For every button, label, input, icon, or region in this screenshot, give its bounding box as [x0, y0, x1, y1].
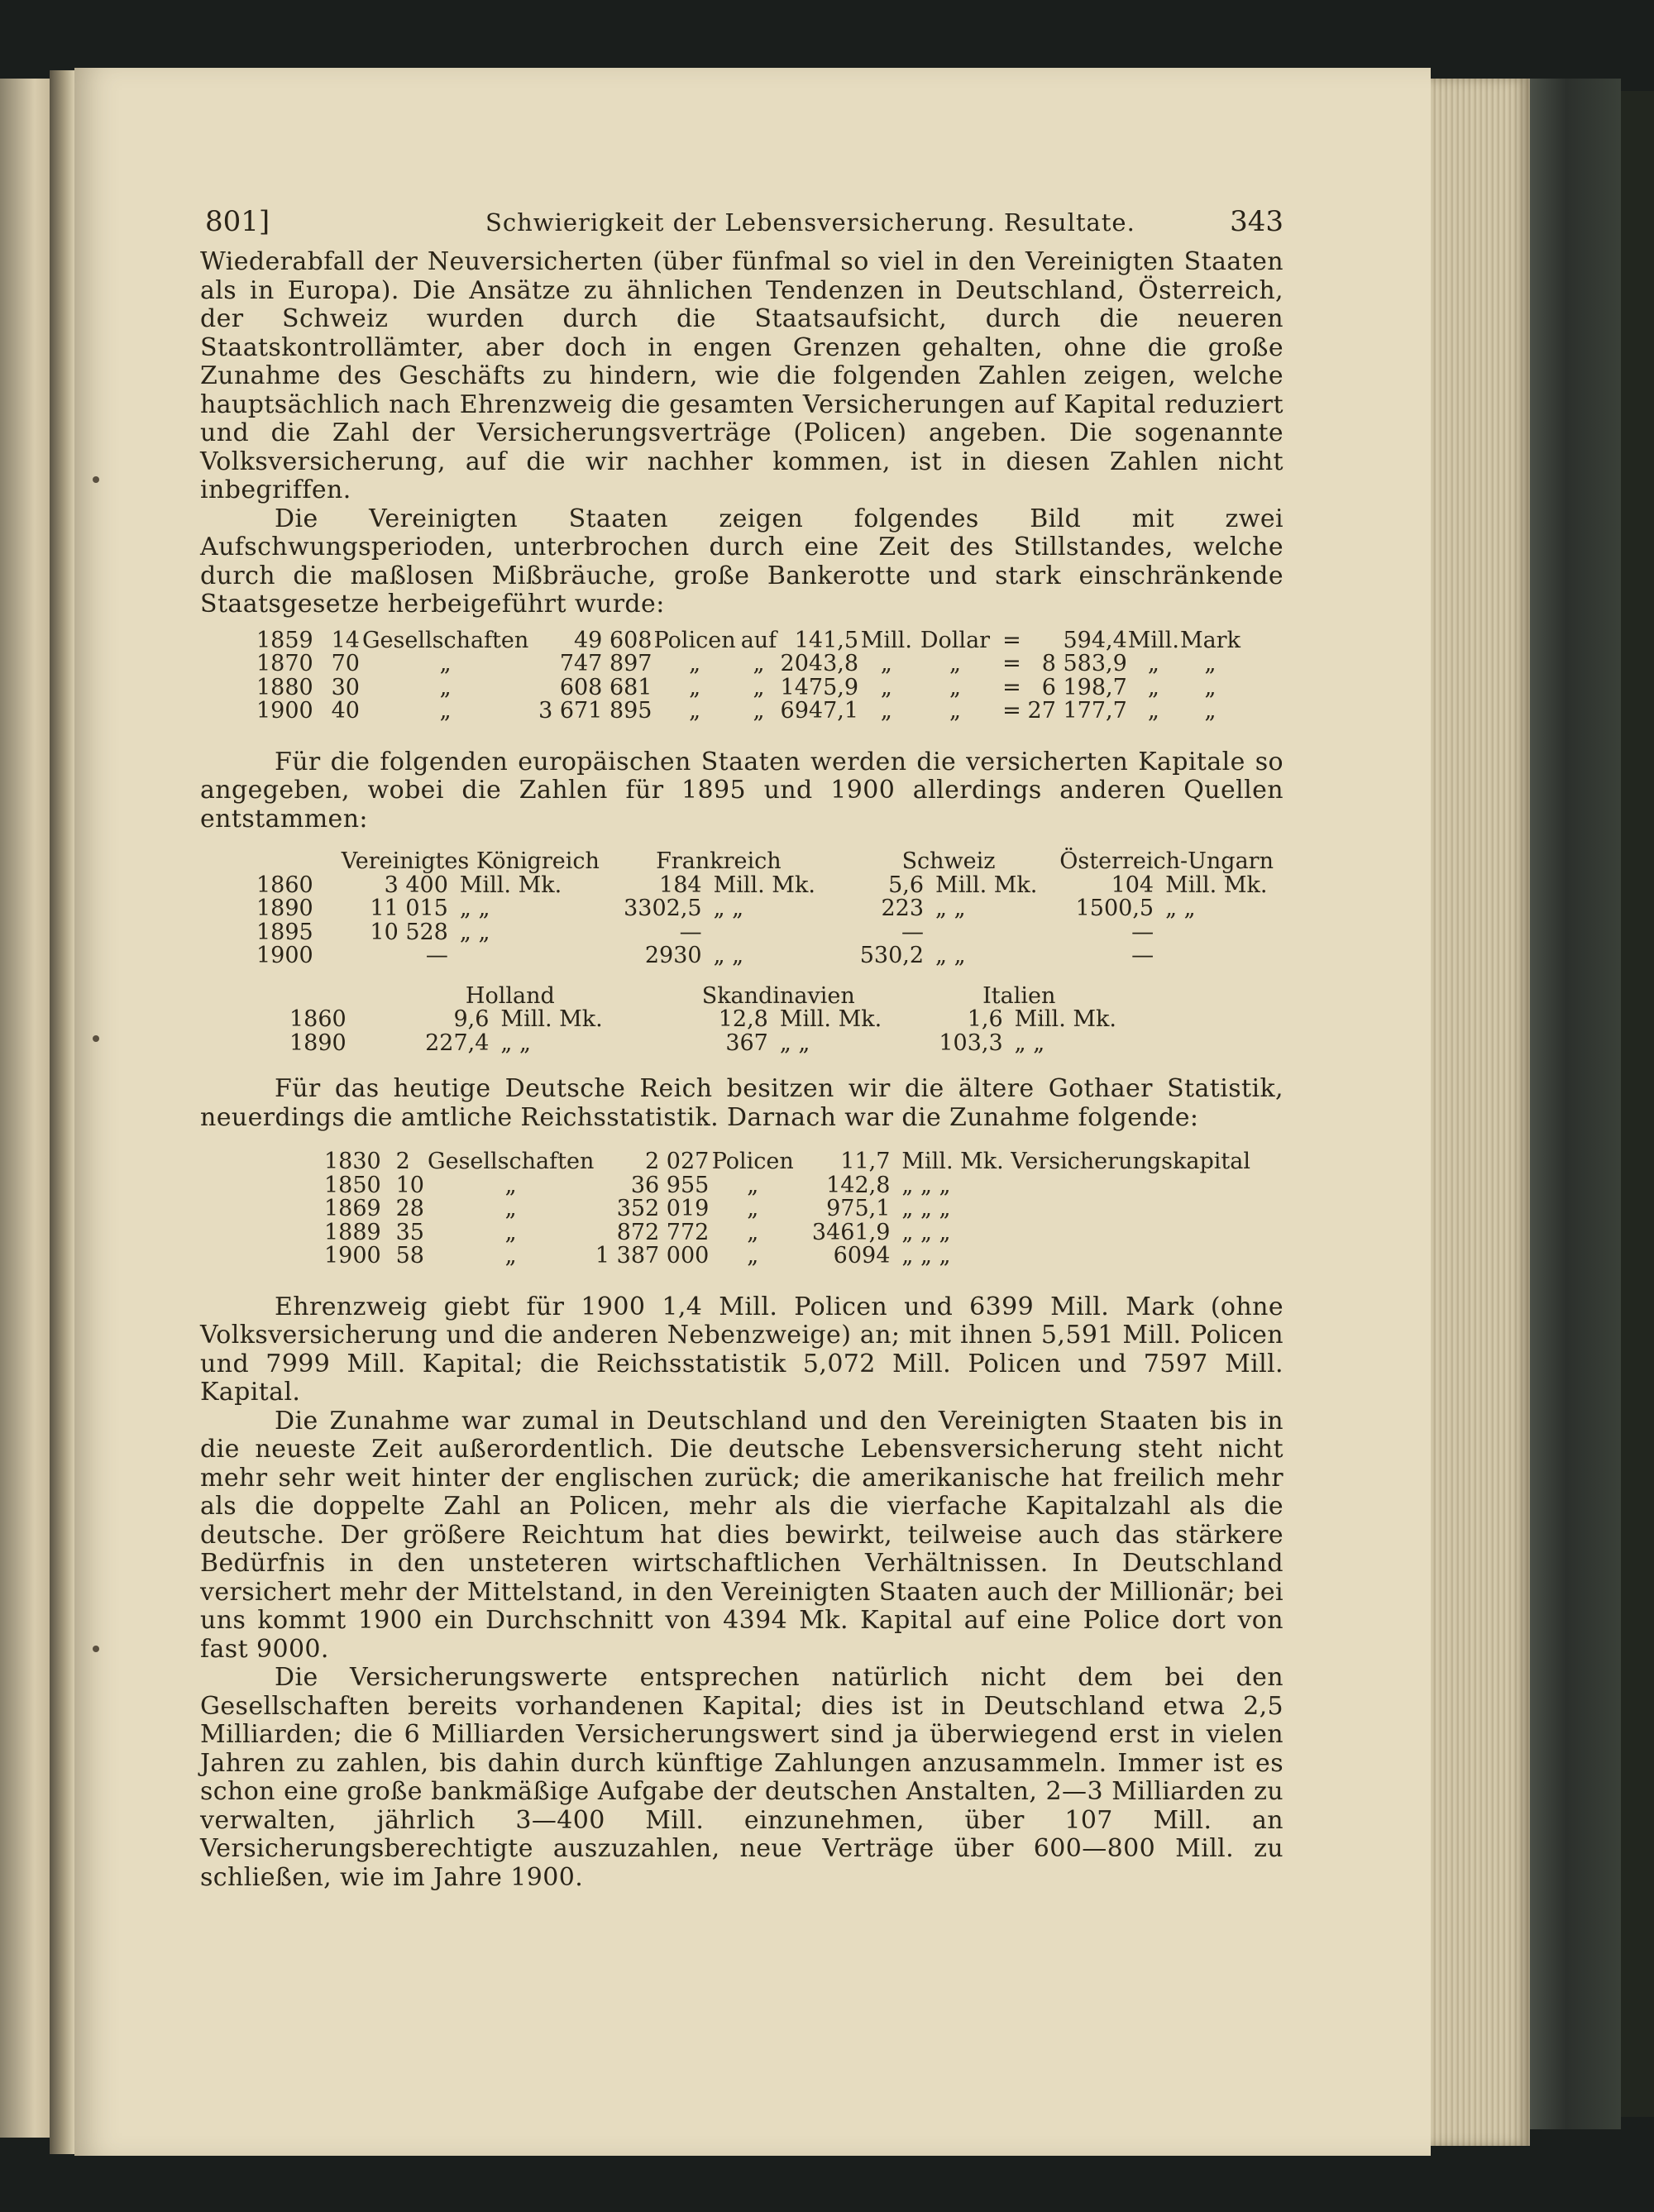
- table-cell: 1880: [256, 674, 313, 700]
- table-row: [256, 652, 1240, 676]
- table-cell: 6 198,7: [1041, 674, 1127, 700]
- table-cell: Mill.: [860, 627, 912, 653]
- table-cell: [702, 921, 838, 945]
- table-cell: „: [504, 1243, 517, 1268]
- table-cell: 3 671 895: [538, 698, 653, 724]
- page-number: 343: [1230, 205, 1284, 238]
- table-cell: „: [949, 674, 961, 700]
- table-cell: 28: [395, 1196, 424, 1221]
- table-cell: 12,8: [718, 1006, 768, 1032]
- table-cell: „: [504, 1172, 517, 1198]
- table-cell: „: [747, 1196, 759, 1221]
- table-cell: Mill. Mk.: [935, 872, 1038, 898]
- table-cell: [256, 850, 342, 874]
- table-cell: 5,6: [888, 872, 925, 898]
- table-cell: „ „: [1014, 1030, 1045, 1056]
- table-cell: —: [679, 919, 702, 945]
- column-header: Österreich-Ungarn: [1059, 848, 1274, 874]
- book-cover: [1530, 79, 1621, 2129]
- table-cell: Mill. Mk.: [500, 1006, 603, 1032]
- table-cell: 11 015: [370, 896, 448, 921]
- folio: 801]: [205, 205, 270, 238]
- table-cell: Mill. Mk.: [713, 872, 815, 898]
- table-cell: Mark: [1179, 627, 1240, 653]
- table-row: [256, 897, 1274, 921]
- table-cell: „: [753, 674, 765, 700]
- table-cell: 36 955: [630, 1172, 710, 1198]
- table-cell: 184: [659, 872, 702, 898]
- table-row: [256, 874, 1274, 898]
- paragraph-6: Die Zunahme war zumal in Deutschland und den Vereinigten Staaten bis in die neueste Zeit außerordentlich. Die deutsche Lebensversicherung steht nicht mehr sehr weit hinter der englischen zurück; die amerikanische hat freilich mehr als die doppelte Zahl an Policen, mehr als die vierfache Kapitalzahl als die deutsche. Der größere Reichtum hat dies bewirkt, teilweise auch das stärkere Bedürfnis in den unsteteren wirtschaftlichen Verhältnissen. In Deutschland versichert mehr der Mittelstand, in den Vereinigten Staaten auch der Millionär; bei uns kommt 1900 ein Durchschnitt von 4394 Mk. Kapital auf eine Police dort von fast 9000.: [200, 1406, 1284, 1664]
- table-header-row: [289, 985, 1116, 1009]
- table-cell: Gesellschaften: [361, 627, 529, 653]
- table-cell: „ „: [713, 943, 744, 968]
- table-cell: „ „: [935, 943, 966, 968]
- table-cell: [924, 921, 1059, 945]
- table-row: [324, 1197, 1250, 1221]
- table-cell: 3 400: [384, 872, 448, 898]
- table-cell: 142,8: [826, 1172, 891, 1198]
- running-title: Schwierigkeit der Lebensversicherung. Resultate.: [485, 208, 1135, 236]
- paragraph-4: Für das heutige Deutsche Reich besitzen wir die ältere Gothaer Statistik, neuerdings die amtliche Reichsstatistik. Darnach war die Zunahme folgende:: [200, 1074, 1284, 1132]
- table-cell: 6094: [833, 1243, 891, 1268]
- table-cell: [289, 985, 385, 1009]
- table-cell: 530,2: [859, 943, 925, 968]
- table-cell: 30: [331, 674, 360, 700]
- table-cell: „ „ „: [901, 1243, 951, 1268]
- table-cell: „ „: [713, 896, 744, 921]
- table-cell: 1500,5: [1075, 896, 1154, 921]
- table-cell: 1475,9: [780, 674, 859, 700]
- table-cell: [1154, 944, 1274, 968]
- table-cell: 1900: [324, 1243, 381, 1268]
- column-header: Holland: [465, 982, 555, 1009]
- table-cell: „ „: [459, 919, 490, 945]
- table-row: [256, 629, 1240, 653]
- table-cell: „ „: [500, 1030, 531, 1056]
- table-row: [324, 1174, 1250, 1198]
- table-cell: 747 897: [559, 651, 653, 676]
- margin-mark: [93, 476, 99, 483]
- left-page-edge: [0, 79, 50, 2138]
- column-header: Skandinavien: [701, 982, 855, 1009]
- table-header-row: [256, 850, 1274, 874]
- table-cell: 103,3: [939, 1030, 1003, 1056]
- table-cell: „ „ „: [901, 1196, 951, 1221]
- table-cell: 1869: [324, 1196, 381, 1221]
- running-header: [200, 205, 1284, 248]
- table-cell: 3461,9: [811, 1219, 891, 1245]
- table-cell: 40: [331, 698, 360, 724]
- table-germany: [324, 1150, 1250, 1268]
- table-cell: „ „ „: [901, 1172, 951, 1198]
- paragraph-3: Für die folgenden europäischen Staaten werden die versicherten Kapitale so angegeben, wobei die Zahlen für 1895 und 1900 allerdings anderen Quellen entstammen:: [200, 747, 1284, 834]
- table-cell: 2930: [644, 943, 702, 968]
- book-gutter: [50, 70, 74, 2154]
- table-cell: 2 027: [645, 1149, 710, 1174]
- table-cell: 104: [1111, 872, 1154, 898]
- table-cell: 1890: [256, 896, 313, 921]
- table-cell: Dollar: [920, 627, 991, 653]
- table-cell: „ „: [459, 896, 490, 921]
- table-cell: 9,6: [453, 1006, 490, 1032]
- table-row: [256, 700, 1240, 724]
- table-cell: 2043,8: [780, 651, 859, 676]
- column-header: Frankreich: [656, 848, 782, 874]
- table-cell: 1900: [256, 698, 313, 724]
- table-cell: 1870: [256, 651, 313, 676]
- table-cell: „: [504, 1196, 517, 1221]
- table-cell: Gesellschaften: [428, 1149, 595, 1174]
- table-cell: 14: [331, 627, 360, 653]
- table-cell: 1895: [256, 919, 313, 945]
- column-header: Italien: [982, 982, 1056, 1009]
- table-cell: 1859: [256, 627, 313, 653]
- paragraph-2: Die Vereinigten Staaten zeigen folgendes Bild mit zwei Aufschwungsperioden, unterbrochen durch eine Zeit des Stillstandes, welche durch die maßlosen Mißbräuche, große Bankerotte und stark einschränkende Staatsgesetze herbeigeführt wurde:: [200, 504, 1284, 619]
- table-cell: „: [1147, 698, 1159, 724]
- table-cell: „: [504, 1219, 517, 1245]
- table-cell: —: [1131, 943, 1154, 968]
- table-cell: Mill. Mk.: [1165, 872, 1268, 898]
- table-cell: 1860: [256, 872, 313, 898]
- table-cell: „: [439, 674, 452, 700]
- table-cell: „ „: [779, 1030, 810, 1056]
- table-cell: „: [439, 651, 452, 676]
- table-cell: „: [949, 651, 961, 676]
- table-cell: 872 772: [616, 1219, 710, 1245]
- column-header: Vereinigtes Königreich: [341, 848, 600, 874]
- table-row: [324, 1221, 1250, 1245]
- table-cell: 70: [331, 651, 360, 676]
- table-cell: „ „: [935, 896, 966, 921]
- table-cell: =: [1002, 698, 1021, 724]
- table-cell: Policen: [711, 1149, 794, 1174]
- table-cell: [448, 944, 600, 968]
- table-cell: 227,4: [425, 1030, 490, 1056]
- column-header: Schweiz: [901, 848, 996, 874]
- table-cell: 608 681: [559, 674, 653, 700]
- table-cell: Policen: [653, 627, 736, 653]
- table-cell: Mill. Mk.: [459, 872, 562, 898]
- table-cell: „: [689, 651, 701, 676]
- table-cell: „: [1204, 651, 1217, 676]
- table-cell: 49 608: [574, 627, 653, 653]
- table-cell: 223: [881, 896, 925, 921]
- table-row: [256, 676, 1240, 700]
- table-cell: „: [880, 651, 892, 676]
- table-cell: 1889: [324, 1219, 381, 1245]
- table-cell: —: [1131, 919, 1154, 945]
- table-cell: =: [1002, 627, 1021, 653]
- table-cell: „: [689, 698, 701, 724]
- table-cell: „: [880, 674, 892, 700]
- table-row: [256, 921, 1274, 945]
- table-row: [289, 1008, 1116, 1032]
- table-cell: 975,1: [826, 1196, 891, 1221]
- table-cell: =: [1002, 651, 1021, 676]
- table-row: [256, 944, 1274, 968]
- table-cell: Mill. Mk. Versicherungskapital: [901, 1149, 1250, 1174]
- table-cell: 10 528: [370, 919, 448, 945]
- table-cell: 3302,5: [624, 896, 702, 921]
- table-row: [324, 1150, 1250, 1174]
- table-cell: 27 177,7: [1027, 698, 1127, 724]
- table-cell: „: [1147, 674, 1159, 700]
- table-cell: „: [1204, 674, 1217, 700]
- table-cell: 141,5: [794, 627, 859, 653]
- table-cell: „: [949, 698, 961, 724]
- table-cell: 1860: [289, 1006, 347, 1032]
- margin-mark: [93, 1035, 99, 1042]
- page-block-edges: [1431, 79, 1530, 2146]
- table-cell: 594,4: [1063, 627, 1127, 653]
- table-cell: „ „: [1165, 896, 1196, 921]
- table-row: [324, 1245, 1250, 1268]
- table-cell: Mill. Mk.: [1014, 1006, 1116, 1032]
- table-cell: 352 019: [616, 1196, 710, 1221]
- table-cell: „: [747, 1219, 759, 1245]
- table-cell: 1890: [289, 1030, 347, 1056]
- table-united-states: [256, 629, 1240, 724]
- table-cell: —: [425, 943, 448, 968]
- table-europe-2: [289, 982, 1116, 1056]
- table-cell: =: [1002, 674, 1021, 700]
- table-cell: Mill.: [1127, 627, 1179, 653]
- table-cell: [1154, 921, 1274, 945]
- table-row: [289, 1032, 1116, 1056]
- table-cell: 8 583,9: [1041, 651, 1127, 676]
- margin-mark: [93, 1646, 99, 1652]
- table-cell: 1900: [256, 943, 313, 968]
- paragraph-1: Wiederabfall der Neuversicherten (über fünfmal so viel in den Vereinigten Staaten als in Europa). Die Ansätze zu ähnlichen Tendenzen in Deutschland, Österreich, der Schweiz wurden durch die Staatsaufsicht, durch die neueren Staatskontrollämter, aber doch in engen Grenzen gehalten, ohne die große Zunahme des Geschäfts zu hindern, wie die folgenden Zahlen zeigen, welche hauptsächlich nach Ehrenzweig die gesamten Versicherungen auf Kapital reduziert und die Zahl der Versicherungsverträge (Policen) angeben. Die sogenannte Volksversicherung, auf die wir nachher kommen, ist in diesen Zahlen nicht inbegriffen.: [200, 247, 1284, 504]
- table-cell: 35: [395, 1219, 424, 1245]
- table-cell: 2: [395, 1149, 410, 1174]
- table-cell: Mill. Mk.: [779, 1006, 882, 1032]
- table-cell: auf: [740, 627, 777, 653]
- table-cell: „: [689, 674, 701, 700]
- cover-edge: [1621, 91, 1654, 2117]
- table-cell: 1850: [324, 1172, 381, 1198]
- table-cell: „ „ „: [901, 1219, 951, 1245]
- table-cell: —: [901, 919, 925, 945]
- table-cell: „: [753, 698, 765, 724]
- table-cell: 10: [395, 1172, 424, 1198]
- table-cell: „: [1147, 651, 1159, 676]
- table-cell: „: [439, 698, 452, 724]
- table-cell: „: [1204, 698, 1217, 724]
- paragraph-5: Ehrenzweig giebt für 1900 1,4 Mill. Policen und 6399 Mill. Mark (ohne Volksversicherung und die anderen Nebenzweige) an; mit ihnen 5,591 Mill. Policen und 7999 Mill. Kapital; die Reichsstatistik 5,072 Mill. Policen und 7597 Mill. Kapital.: [200, 1292, 1284, 1407]
- table-cell: 1830: [324, 1149, 381, 1174]
- table-cell: „: [880, 698, 892, 724]
- table-cell: 6947,1: [780, 698, 859, 724]
- table-cell: 58: [395, 1243, 424, 1268]
- table-europe-1: [256, 850, 1274, 968]
- table-cell: 11,7: [840, 1149, 891, 1174]
- table-cell: 1 387 000: [595, 1243, 710, 1268]
- table-cell: „: [747, 1172, 759, 1198]
- table-cell: „: [753, 651, 765, 676]
- table-cell: „: [747, 1243, 759, 1268]
- table-cell: 1,6: [967, 1006, 1003, 1032]
- table-cell: 367: [725, 1030, 768, 1056]
- paragraph-7: Die Versicherungswerte entsprechen natürlich nicht dem bei den Gesellschaften bereits vorhandenen Kapital; dies ist in Deutschland etwa 2,5 Milliarden; die 6 Milliarden Versicherungswert sind ja überwiegend erst in vielen Jahren zu zahlen, bis dahin durch künftige Zahlungen anzusammeln. Immer ist es schon eine große bankmäßige Aufgabe der deutschen Anstalten, 2—3 Milliarden zu verwalten, jährlich 3—400 Mill. einzunehmen, über 107 Mill. an Versicherungsberechtigte auszuzahlen, neue Verträge über 600—800 Mill. zu schließen, wie im Jahre 1900.: [200, 1663, 1284, 1892]
- page-content: [200, 205, 1284, 1892]
